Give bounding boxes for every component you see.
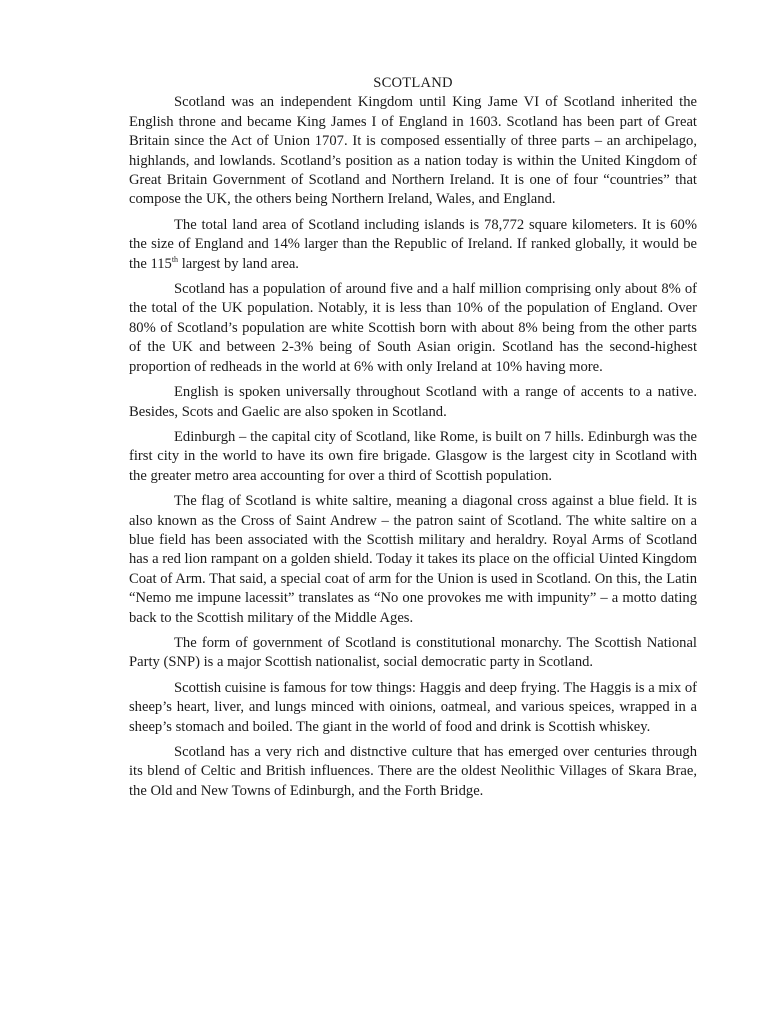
paragraph-government: The form of government of Scotland is constitutional monarchy. The Scottish National Party (SNP) is a major Scottish nationalist, social democratic party in Scotland. xyxy=(129,634,697,671)
paragraph-land-area-end: largest by land area. xyxy=(178,255,299,272)
paragraph-population: Scotland has a population of around five and a half million comprising only about 8% of the total of the UK population. Notably, it is less than 10% of the population of England. Over 80% of Scotland’s population are white Scottish born with about 8% being from the other parts of the UK and between 2-3% being of South Asian origin. Scotland has the second-highest proportion of redheads in the world at 6% with only Ireland at 10% having more. xyxy=(129,281,697,375)
paragraph-land-area xyxy=(129,216,697,274)
paragraph-history: Scotland was an independent Kingdom until King Jame VI of Scotland inherited the English throne and became King James I of England in 1603. Scotland has been part of Great Britain since the Act of Union 1707. It is composed essentially of three parts – an archipelago, highlands, and lowlands. Scotland’s position as a nation today is within the United Kingdom of Great Britain Government of Scotland and Northern Ireland. It is one of four “countries” that compose the UK, the others being Northern Ireland, Wales, and England. xyxy=(129,94,697,208)
paragraph-flag: The flag of Scotland is white saltire, meaning a diagonal cross against a blue field. It is also known as the Cross of Saint Andrew – the patron saint of Scotland. The white saltire on a blue field has been associated with the Scottish military and heraldry. Royal Arms of Scotland has a red lion rampant on a golden shield. Today it takes its place on the official Uinted Kingdom Coat of Arm. That said, a special coat of arm for the Union is used in Scotland. On this, the Latin “Nemo me impune lacessit” translates as “No one provokes me with impunity” – a motto dating back to the Scottish military of the Middle Ages. xyxy=(129,493,697,626)
paragraph-language: English is spoken universally throughout Scotland with a range of accents to a native. Besides, Scots and Gaelic are also spoken in Scotland. xyxy=(129,384,697,420)
document-title: SCOTLAND xyxy=(373,75,453,91)
paragraph-culture: Scotland has a very rich and distnctive culture that has emerged over centuries through its blend of Celtic and British influences. There are the oldest Neolithic Villages of Skara Brae, the Old and New Towns of Edinburgh, and the Forth Bridge. xyxy=(129,744,697,799)
paragraph-cuisine: Scottish cuisine is famous for tow things: Haggis and deep frying. The Haggis is a mix of sheep’s heart, liver, and lungs minced with oinions, oatmeal, and various speices, wrapped in a sheep’s stomach and boiled. The giant in the world of food and drink is Scottish whiskey. xyxy=(129,679,697,735)
document-page xyxy=(129,74,697,807)
ordinal-suffix: th xyxy=(171,254,179,264)
paragraph-edinburgh: Edinburgh – the capital city of Scotland, like Rome, is built on 7 hills. Edinburgh was the first city in the world to have its own fire brigade. Glasgow is the largest city in Scotland with the greater metro area accounting for over a third of Scottish population. xyxy=(129,428,697,484)
paragraph-land-area-text: The total land area of Scotland including islands is 78,772 square kilometers. It is 60% the size of England and 14% larger than the Republic of Ireland. If ranked globally, it would be the 115 xyxy=(129,216,697,272)
